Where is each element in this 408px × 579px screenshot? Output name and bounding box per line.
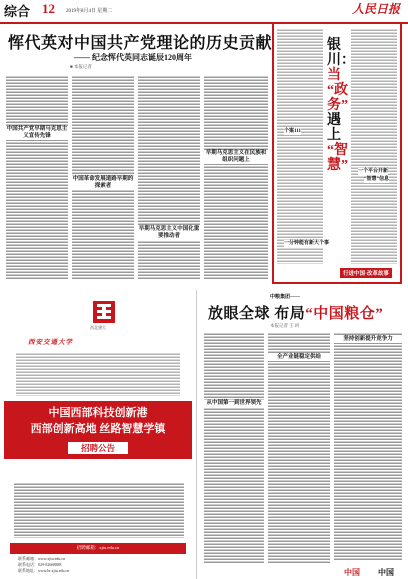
lead-subhead: 早期马克思主义中国化重要推动者: [138, 226, 200, 239]
lead-column-1: [6, 75, 68, 280]
second-article-byline: 本报记者 王 珂: [270, 323, 300, 328]
ad-contact[interactable]: 联系电话：029-82668888: [18, 562, 62, 567]
paper-logo: 人民日报: [351, 2, 400, 16]
university-emblem-icon: [92, 300, 116, 324]
boxed-article-title[interactable]: 银川： 当 “政务” 遇上 “智慧”: [327, 38, 355, 173]
second-subhead: 坚持创新提升竞争力: [334, 336, 402, 343]
lead-article-title[interactable]: 恽代英对中国共产党理论的历史贡献: [8, 35, 273, 52]
second-article-kicker: 中粮集团——: [270, 295, 301, 300]
second-subhead: 全产业链稳定供给: [268, 354, 330, 361]
second-subhead: 从中国第一到世界领先: [204, 400, 264, 407]
ad-headline-1: 中国西部科技创新港: [48, 407, 148, 419]
ad-intro-text: [16, 352, 180, 396]
boxed-column-2: [351, 28, 397, 264]
page-number: 12: [42, 1, 55, 16]
ad-contact-strip-text: 招聘邮箱：xjtu.edu.cn: [76, 545, 120, 550]
boxed-subhead: 一分钟能有新大个事: [284, 241, 330, 246]
emblem-caption: 西北建大: [90, 325, 106, 330]
second-column-1: [204, 332, 264, 564]
lead-column-3: [138, 75, 200, 280]
corner-logo-secondary: 中国: [378, 568, 394, 577]
ad-contact[interactable]: 联系地址：www.hr.xjtu.edu.cn: [18, 568, 70, 573]
lead-subhead: 中国革命发展道路早期的探索者: [72, 176, 134, 189]
lead-article-byline: ■ 本报记者: [70, 64, 92, 69]
ad-headline-2: 西部创新高地 丝路智慧学镇: [30, 423, 166, 435]
lead-subhead: 中国共产党早期马克思主义宣传先锋: [6, 126, 68, 139]
ad-headline-3: 招聘公告: [68, 442, 128, 454]
second-column-3: [334, 332, 402, 560]
boxed-subhead: 一个平台开新: [358, 169, 389, 174]
lead-subhead: 早期马克思主义在民族和组织问题上: [205, 150, 267, 163]
lead-article-subtitle: —— 纪念恽代英同志诞辰120周年: [74, 53, 192, 62]
ad-contact[interactable]: 联系邮箱：www.xjtu.edu.cn: [18, 556, 66, 561]
second-column-2: [268, 332, 330, 564]
boxed-subhead: 个案111: [284, 129, 301, 134]
second-article-title[interactable]: 放眼全球 布局“中国粮仓”: [208, 306, 384, 322]
boxed-subhead: “智慧”信息: [364, 177, 390, 182]
date-line: 2019年8月4日 星期二: [66, 9, 113, 14]
university-name: 西安交通大学: [28, 339, 73, 346]
boxed-article-tag: 行进中国·改革故事: [340, 268, 392, 278]
corner-logo: 中国: [344, 568, 360, 577]
section-name: 综合: [4, 4, 31, 19]
ad-body-text: [14, 482, 184, 538]
boxed-column-1: [277, 28, 323, 264]
page-header: [0, 0, 408, 24]
lead-column-4: [204, 75, 268, 280]
